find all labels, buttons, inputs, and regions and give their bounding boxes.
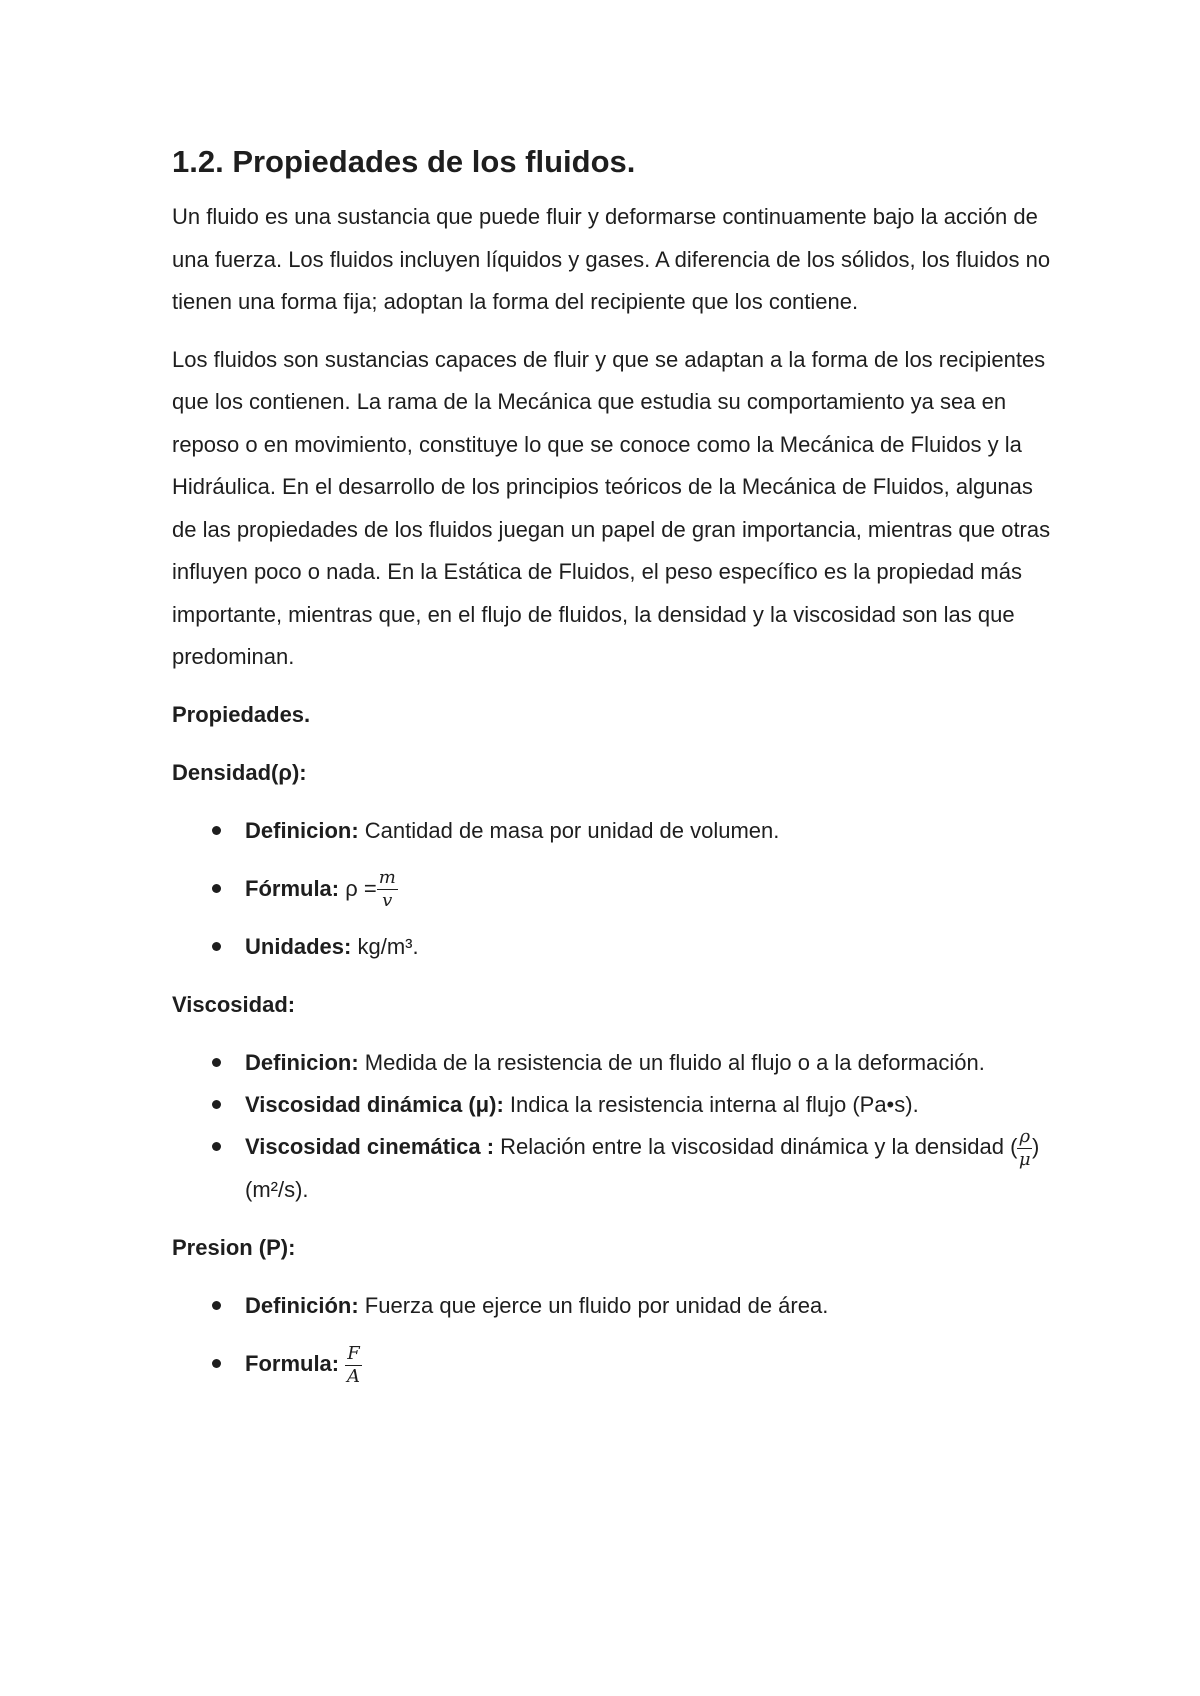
viscosity-dynamic-item <box>172 1084 1052 1126</box>
item-text-tail: ) (m²/s). <box>245 1134 1040 1202</box>
density-heading: Densidad(ρ): <box>172 759 307 785</box>
item-label: Formula: <box>245 1350 340 1376</box>
pressure-formula-item <box>172 1343 1052 1386</box>
viscosity-definition-item <box>172 1042 1052 1084</box>
item-text: Medida de la resistencia de un fluido al flujo o a la deformación. <box>358 1050 985 1076</box>
item-label: Definicion: <box>245 817 359 843</box>
bullet-icon <box>212 826 221 835</box>
viscosity-kinematic-item <box>172 1126 1052 1211</box>
bullet-icon <box>212 1359 221 1368</box>
fraction-numerator: ρ <box>1019 1125 1031 1147</box>
viscosity-list <box>172 1042 1052 1211</box>
bullet-icon <box>212 1301 221 1310</box>
bullet-icon <box>212 1058 221 1067</box>
bullet-icon <box>212 1142 221 1151</box>
fraction-denominator: μ <box>1018 1148 1031 1170</box>
fraction-numerator: F <box>347 1342 360 1364</box>
kinematic-fraction <box>1017 1125 1032 1170</box>
item-text: Relación entre la viscosidad dinámica y la densidad ( <box>494 1134 1018 1160</box>
pressure-list <box>172 1285 1052 1386</box>
bullet-icon <box>212 942 221 951</box>
intro-paragraph: Un fluido es una sustancia que puede fluir y deformarse continuamente bajo la acción de una fuerza. Los fluidos incluyen líquidos y gases. A diferencia de los sólidos, los fluidos no tienen una forma fija; adoptan la forma del recipiente que los contiene. <box>172 204 1051 314</box>
fraction-denominator: v <box>382 890 393 912</box>
bullet-icon <box>212 884 221 893</box>
item-label: Unidades: <box>245 934 352 960</box>
bullet-icon <box>212 1100 221 1109</box>
pressure-heading: Presion (P): <box>172 1234 296 1260</box>
section-title: 1.2. Propiedades de los fluidos. <box>172 144 636 179</box>
item-label: Definicion: <box>245 1050 359 1076</box>
properties-heading: Propiedades. <box>172 701 311 727</box>
formula-lhs: ρ = <box>339 875 377 901</box>
item-label: Viscosidad dinámica (μ): <box>245 1092 504 1118</box>
pressure-fraction <box>345 1342 362 1387</box>
density-definition-item <box>172 810 1052 852</box>
description-paragraph: Los fluidos son sustancias capaces de fluir y que se adaptan a la forma de los recipientes que los contienen. La rama de la Mecánica que estudia su comportamiento ya sea en reposo o en movimiento, constituye lo que se conoce como la Mecánica de Fluidos y la Hidráulica. En el desarrollo de los principios teóricos de la Mecánica de Fluidos, algunas de las propiedades de los fluidos juegan un papel de gran importancia, mientras que otras influyen poco o nada. En la Estática de Fluidos, el peso específico es la propiedad más importante, mientras que, en el flujo de fluidos, la densidad y la viscosidad son las que predominan. <box>172 346 1051 669</box>
density-list <box>172 810 1052 969</box>
item-label: Viscosidad cinemática : <box>245 1134 495 1160</box>
fraction-denominator: A <box>347 1365 360 1387</box>
item-text: Cantidad de masa por unidad de volumen. <box>358 817 780 843</box>
document-body <box>172 142 1052 1402</box>
viscosity-heading: Viscosidad: <box>172 992 296 1018</box>
item-text: kg/m³. <box>351 934 419 960</box>
fraction-numerator: m <box>378 867 396 889</box>
pressure-definition-item <box>172 1285 1052 1327</box>
item-label: Fórmula: <box>245 875 340 901</box>
item-text: Indica la resistencia interna al flujo (Pa•s). <box>503 1092 919 1118</box>
item-text: Fuerza que ejerce un fluido por unidad de área. <box>358 1292 829 1318</box>
density-fraction <box>377 869 398 910</box>
item-label: Definición: <box>245 1292 359 1318</box>
density-formula-item <box>172 868 1052 911</box>
density-units-item <box>172 926 1052 968</box>
